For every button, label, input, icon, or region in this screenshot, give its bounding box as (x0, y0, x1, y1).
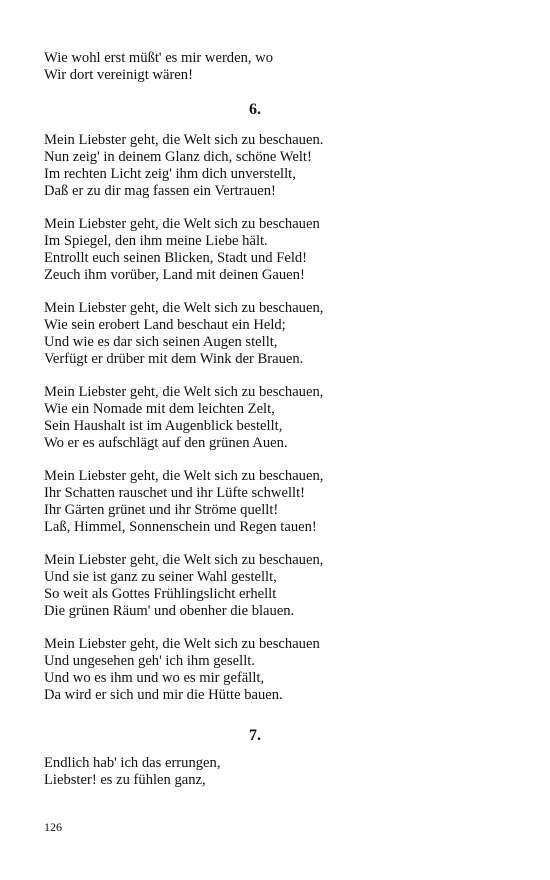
stanza (44, 384, 514, 452)
poem-line: Ihr Gärten grünet und ihr Ströme quellt! (44, 502, 279, 518)
poem-line: Und wie es dar sich seinen Augen stellt, (44, 334, 278, 350)
page-number: 126 (44, 820, 62, 834)
poem-line: Da wird er sich und mir die Hütte bauen. (44, 687, 283, 703)
poem-line: Im rechten Licht zeig' ihm dich unverstellt, (44, 166, 296, 182)
poem-line: Entrollt euch seinen Blicken, Stadt und Feld! (44, 250, 308, 266)
poem-line: Und wo es ihm und wo es mir gefällt, (44, 670, 265, 686)
poem-line: Die grünen Räum' und obenher die blauen. (44, 603, 295, 619)
page-body (44, 50, 514, 805)
poem-line: Endlich hab' ich das errungen, (44, 755, 221, 771)
poem-line: Verfügt er drüber mit dem Wink der Brauen. (44, 351, 304, 367)
poem-line: Mein Liebster geht, die Welt sich zu beschauen. (44, 132, 324, 148)
poem-line: Mein Liebster geht, die Welt sich zu beschauen, (44, 384, 324, 400)
poem-line: Im Spiegel, den ihm meine Liebe hält. (44, 233, 268, 249)
poem-line: Sein Haushalt ist im Augenblick bestellt, (44, 418, 283, 434)
poem-line: Wir dort vereinigt wären! (44, 67, 193, 83)
stanza (44, 300, 514, 368)
stanza (44, 132, 514, 200)
poem-line: Wie wohl erst müßt' es mir werden, wo (44, 50, 274, 66)
poem-heading-7: 7. (249, 727, 261, 744)
stanza (44, 468, 514, 536)
poem-line: Und sie ist ganz zu seiner Wahl gestellt, (44, 569, 277, 585)
poem-line: Ihr Schatten rauschet und ihr Lüfte schwellt! (44, 485, 305, 501)
poem-line: Daß er zu dir mag fassen ein Vertrauen! (44, 183, 276, 199)
stanza (44, 552, 514, 620)
poem-line: So weit als Gottes Frühlingslicht erhellt (44, 586, 277, 602)
poem-line: Mein Liebster geht, die Welt sich zu beschauen, (44, 552, 324, 568)
poem-line: Zeuch ihm vorüber, Land mit deinen Gauen! (44, 267, 305, 283)
poem-line: Mein Liebster geht, die Welt sich zu beschauen (44, 216, 320, 232)
poem-line: Nun zeig' in deinem Glanz dich, schöne Welt! (44, 149, 312, 165)
poem-heading-6: 6. (249, 101, 261, 118)
poem-line: Mein Liebster geht, die Welt sich zu beschauen (44, 636, 320, 652)
poem-line: Laß, Himmel, Sonnenschein und Regen tauen! (44, 519, 317, 535)
poem-line: Mein Liebster geht, die Welt sich zu beschauen, (44, 468, 324, 484)
poem-line: Wie ein Nomade mit dem leichten Zelt, (44, 401, 275, 417)
stanza (44, 755, 514, 789)
stanza (44, 216, 514, 284)
poem-line: Liebster! es zu fühlen ganz, (44, 772, 206, 788)
poem-line: Wo er es aufschlägt auf den grünen Auen. (44, 435, 288, 451)
poem-line: Und ungesehen geh' ich ihm gesellt. (44, 653, 255, 669)
stanza (44, 636, 514, 704)
poem-line: Wie sein erobert Land beschaut ein Held; (44, 317, 286, 333)
stanza-continuation (44, 50, 514, 84)
poem-line: Mein Liebster geht, die Welt sich zu beschauen, (44, 300, 324, 316)
